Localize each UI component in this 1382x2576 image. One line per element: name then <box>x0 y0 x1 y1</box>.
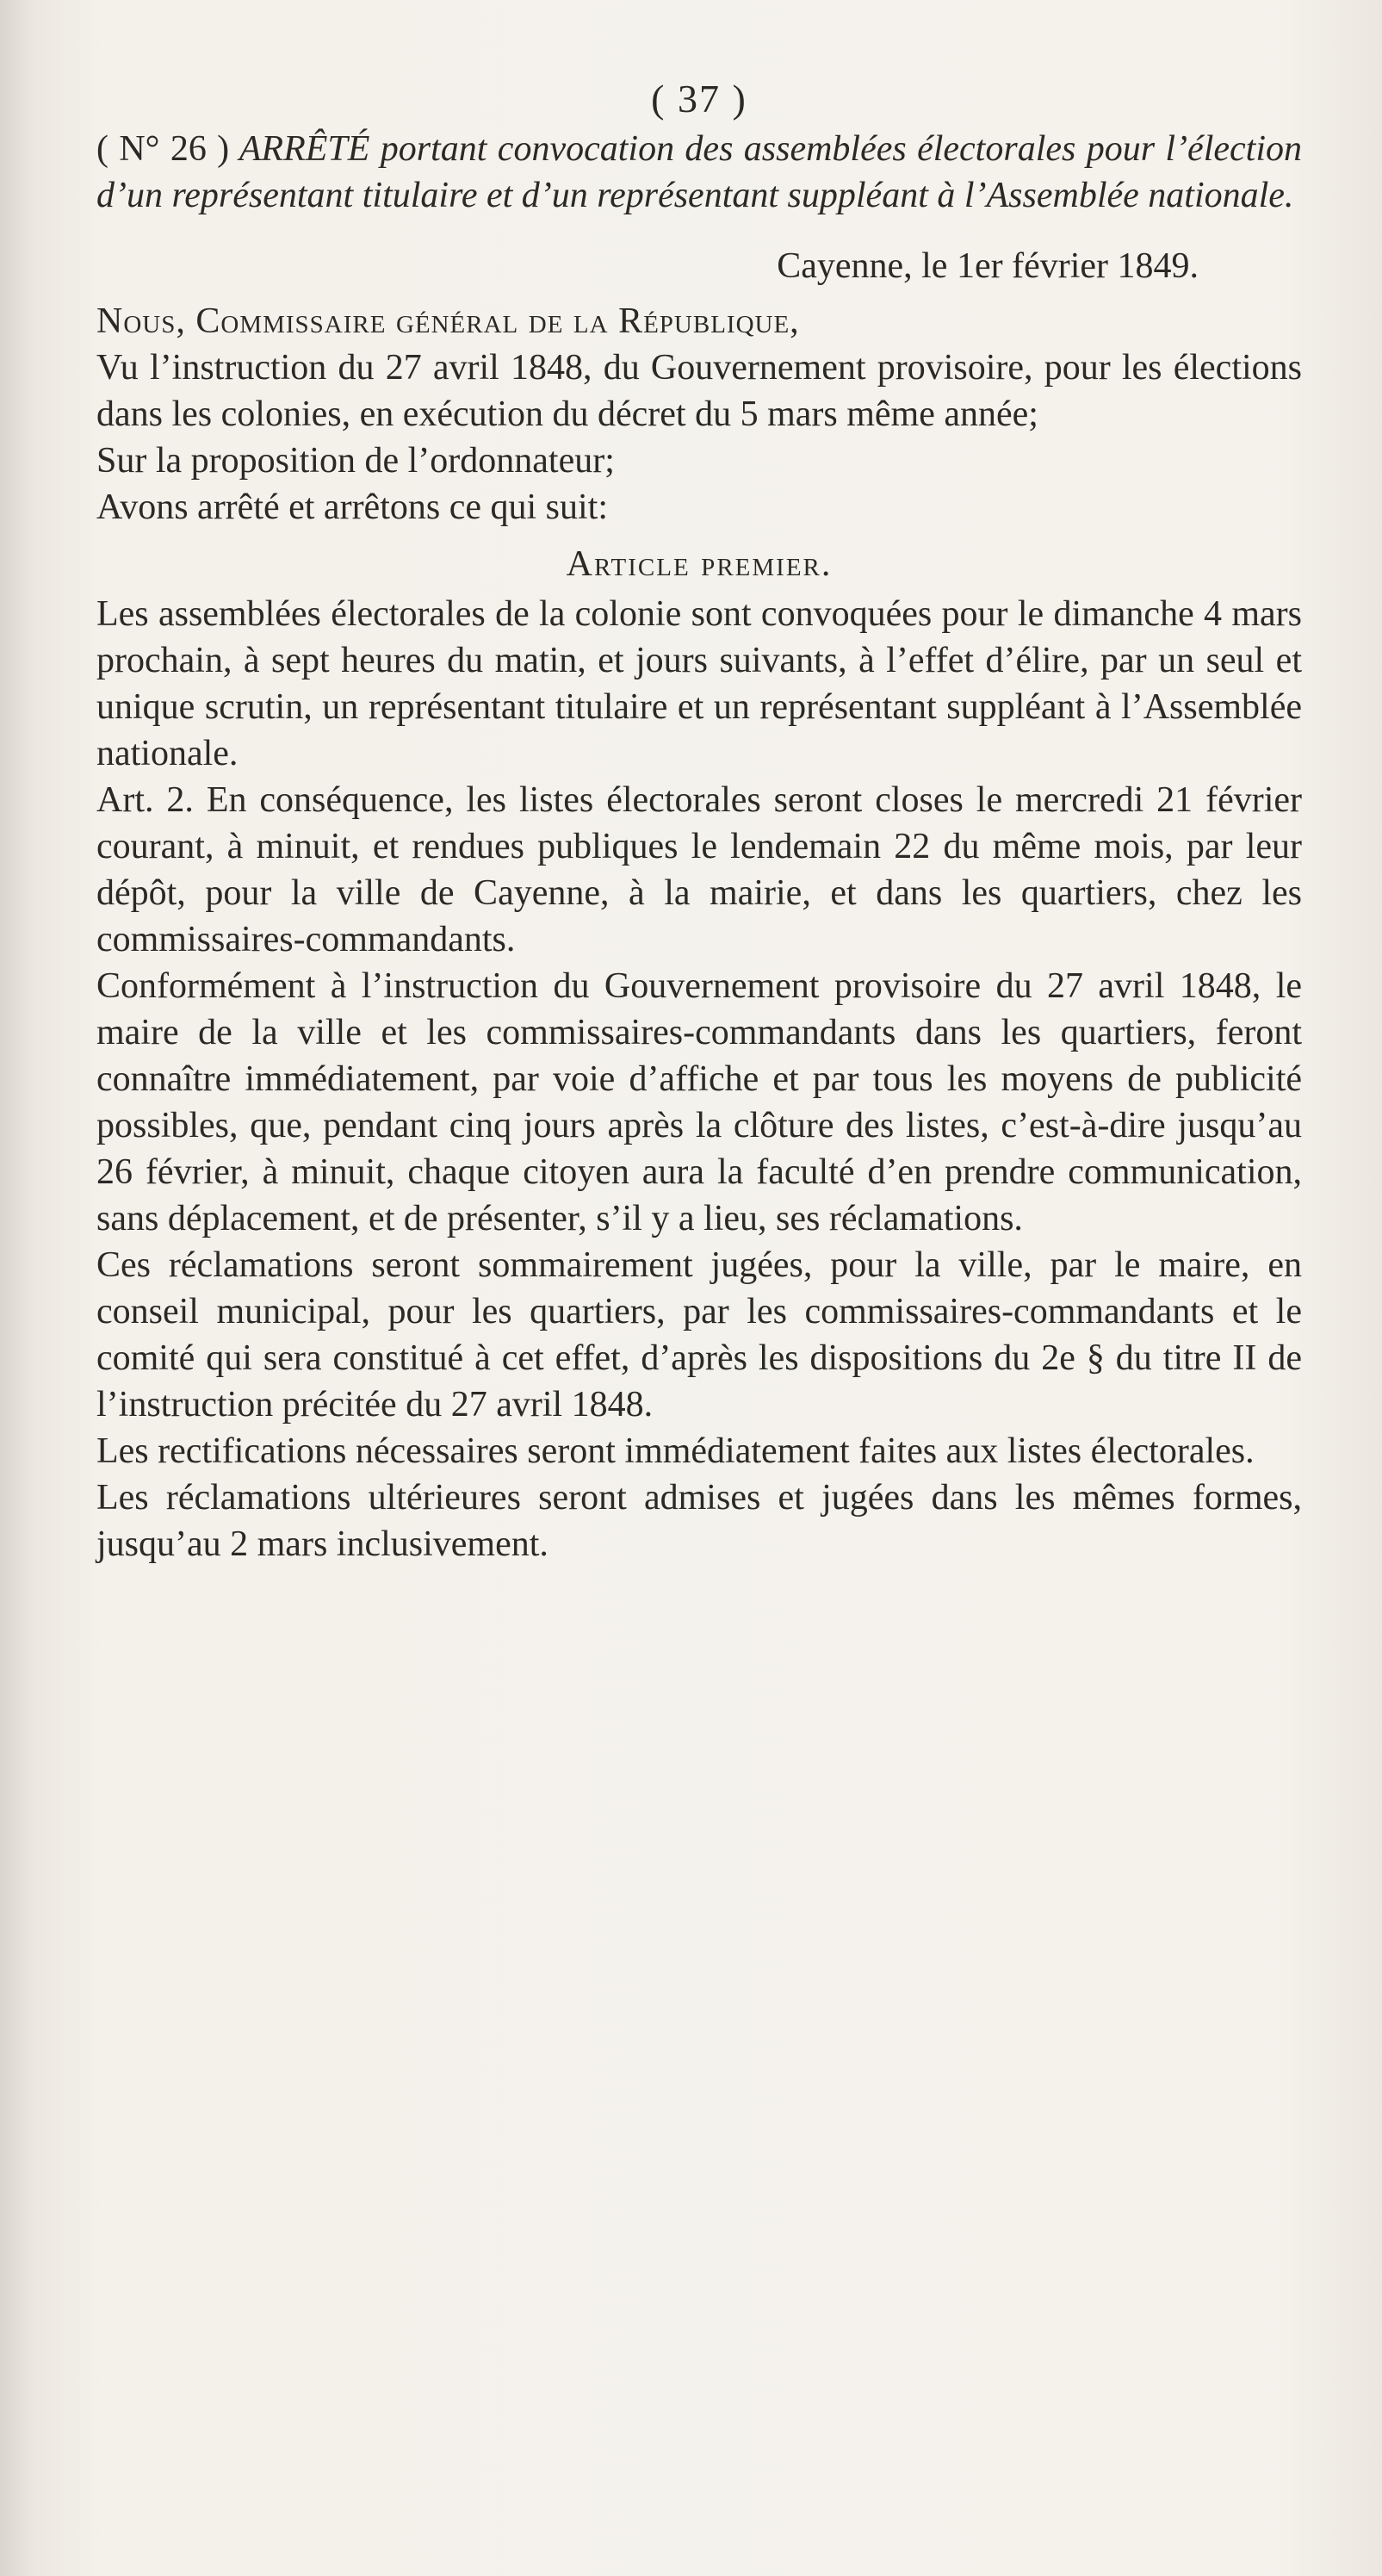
considerant-1: Vu l’instruction du 27 avril 1848, du Gouvernement provisoire, pour les élections dans les colonies, en exécution du décret du 5 mars même année; <box>96 348 1302 434</box>
preamble-nous: Nous, Commissaire général de la République, <box>96 301 800 341</box>
page-text <box>96 76 1302 1567</box>
place-date: Cayenne, le 1er février 1849. <box>777 246 1199 286</box>
paragraph-5: Les rectifications nécessaires seront immédiatement faites aux listes électorales. <box>96 1431 1255 1471</box>
decree-title-text: ARRÊTÉ portant convocation des assemblées électorales pour l’élection d’un représentant titulaire et d’un représentant suppléant à l’Assemblée nationale. <box>96 129 1302 215</box>
paragraph-2: Art. 2. En conséquence, les listes électorales seront closes le mercredi 21 février courant, à minuit, et rendues publiques le lendemain 22 du même mois, par leur dépôt, pour la ville de Cayenne, à la mairie, et dans les quartiers, chez les commissaires-commandants. <box>96 780 1302 959</box>
considerant-2: Sur la proposition de l’ordonnateur; <box>96 441 615 481</box>
decree-title <box>96 126 1302 219</box>
paragraph-6: Les réclamations ultérieures seront admises et jugées dans les mêmes formes, jusqu’au 2 mars inclusivement. <box>96 1478 1302 1564</box>
paragraph-3: Conformément à l’instruction du Gouvernement provisoire du 27 avril 1848, le maire de la ville et les commissaires-commandants dans les quartiers, feront connaître immédiatement, par voie d’affiche et par tous les moyens de publicité possibles, que, pendant cinq jours après la clôture des listes, c’est-à-dire jusqu’au 26 février, à minuit, chaque citoyen aura la faculté d’en prendre communication, sans déplacement, et de présenter, s’il y a lieu, ses réclamations. <box>96 966 1302 1238</box>
considerant-3: Avons arrêté et arrêtons ce qui suit: <box>96 487 609 527</box>
paragraph-1: Les assemblées électorales de la colonie sont convoquées pour le dimanche 4 mars prochain, à sept heures du matin, et jours suivants, à l’effet d’élire, par un seul et unique scrutin, un représentant titulaire et un représentant suppléant à l’Assemblée nationale. <box>96 594 1302 773</box>
paragraph-4: Ces réclamations seront sommairement jugées, pour la ville, par le maire, en conseil municipal, pour les quartiers, par les commissaires-commandants et le comité qui sera constitué à cet effet, d’après les dispositions du 2e § du titre II de l’instruction précitée du 27 avril 1848. <box>96 1245 1302 1425</box>
page-number: ( 37 ) <box>651 77 747 121</box>
article-heading: Article premier. <box>566 544 833 584</box>
decree-number: ( N° 26 ) <box>96 129 230 169</box>
